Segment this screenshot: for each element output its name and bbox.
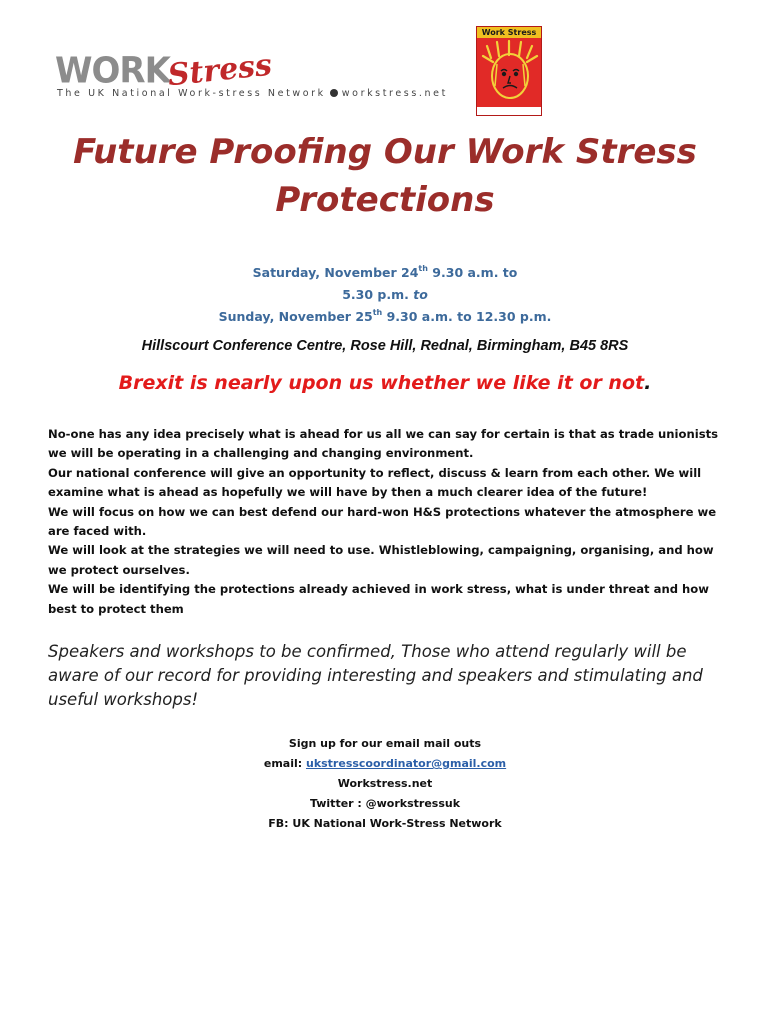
- logo-stress-text: Stress: [166, 47, 274, 94]
- email-link[interactable]: ukstresscoordinator@gmail.com: [305, 757, 507, 770]
- logo-tagline-network: The UK National Work-stress Network: [57, 88, 326, 99]
- signup-text: Sign up for our email mail outs: [288, 737, 482, 750]
- email-line: [0, 754, 770, 774]
- saturday-end-time: [0, 284, 770, 306]
- sunday-suffix: th: [372, 308, 383, 317]
- title-line-1: Future Proofing Our Work Stress: [73, 132, 697, 172]
- poster-footer-strip: [477, 107, 541, 115]
- paragraph: Our national conference will give an opportunity to reflect, discuss & learn from each other. We will examine what is ahead as hopefully we will have by then a much clearer idea of the future!: [48, 465, 702, 500]
- sunday-date: [0, 306, 770, 328]
- to-connector: to: [413, 287, 428, 302]
- work-stress-poster-logo: [476, 26, 542, 116]
- paragraph: We will focus on how we can best defend our hard-won H&S protections whatever the atmosphere we are faced with.: [48, 504, 717, 539]
- saturday-day: Saturday, November 24: [252, 265, 419, 280]
- logo-tagline: [57, 88, 448, 99]
- brexit-period: .: [644, 372, 652, 394]
- body-text: [48, 425, 728, 619]
- logo-work-text: WORK: [55, 50, 170, 92]
- twitter-handle: Twitter : @workstressuk: [309, 797, 461, 810]
- poster-title: Work Stress: [477, 27, 541, 38]
- sunday-day: Sunday, November 25: [218, 309, 373, 324]
- logo-tagline-site: workstress.net: [341, 88, 448, 99]
- paragraph: No-one has any idea precisely what is ahead for us all we can say for certain is that as trade unionists we will be operating in a challenging and changing environment.: [48, 427, 719, 461]
- logo-wordmark: [55, 47, 274, 94]
- page-title: [0, 128, 770, 224]
- website-text: Workstress.net: [337, 777, 433, 790]
- saturday-suffix: th: [418, 264, 428, 273]
- title-line-2: Protections: [275, 180, 495, 220]
- event-dates: [0, 262, 770, 328]
- paragraph: We will look at the strategies we will need to use. Whistleblowing, campaigning, organising, and how we protect ourselves.: [48, 543, 714, 577]
- stressed-face-icon: [477, 38, 542, 108]
- bullet-icon: [330, 89, 338, 97]
- workstress-logo: [55, 47, 448, 102]
- venue-address: Hillscourt Conference Centre, Rose Hill, Rednal, Birmingham, B45 8RS: [141, 338, 629, 354]
- contact-block: [0, 734, 770, 834]
- paragraph: We will be identifying the protections already achieved in work stress, what is under threat and how best to protect them: [48, 582, 709, 616]
- sunday-time: 9.30 a.m. to 12.30 p.m.: [382, 309, 552, 324]
- brexit-headline: [0, 372, 770, 394]
- saturday-date: [0, 262, 770, 284]
- saturday-end: 5.30 p.m.: [342, 287, 414, 302]
- brexit-text: Brexit is nearly upon us whether we like it or not: [118, 372, 645, 394]
- facebook-page: FB: UK National Work-Stress Network: [268, 817, 502, 830]
- email-label: email:: [263, 757, 306, 770]
- saturday-time: 9.30 a.m. to: [427, 265, 518, 280]
- speakers-note: Speakers and workshops to be confirmed, Those who attend regularly will be aware of our record for providing interesting and speakers and stimulating and useful workshops!: [48, 642, 703, 709]
